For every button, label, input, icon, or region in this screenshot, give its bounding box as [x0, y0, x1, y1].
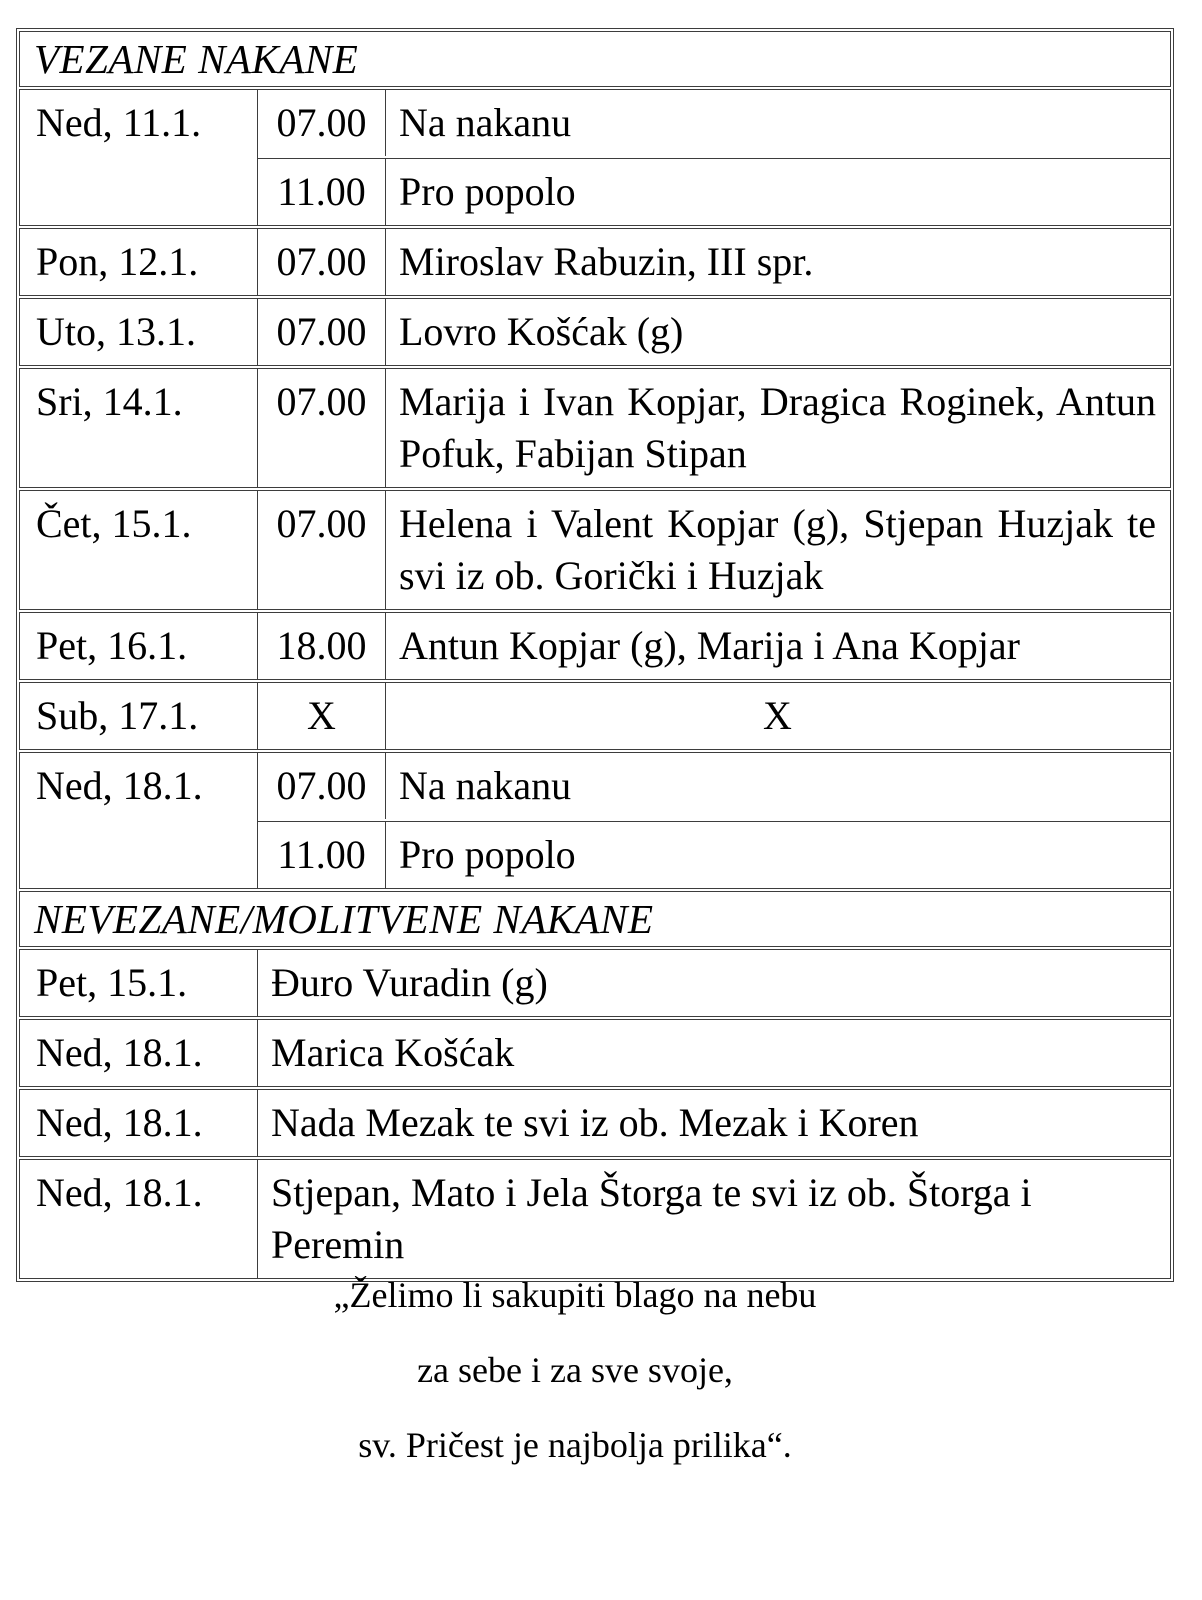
entries-group [258, 299, 1170, 365]
entry-row [258, 753, 1170, 819]
intention-cell: Helena i Valent Kopjar (g), Stjepan Huzjak te svi iz ob. Gorički i Huzjak [399, 501, 1156, 598]
entries-group [258, 613, 1170, 679]
quote-line-2: za sebe i za sve svoje, [417, 1350, 733, 1390]
entries-group [258, 90, 1170, 225]
table-row [19, 89, 1171, 226]
date-cell: Sri, 14.1. [20, 369, 258, 487]
table-row [19, 298, 1171, 366]
date-cell: Ned, 18.1. [20, 1160, 258, 1278]
entry-row [258, 613, 1170, 679]
time-cell: X [258, 683, 386, 749]
entry-row [258, 491, 1170, 609]
time-cell: 11.00 [258, 159, 386, 225]
intention-cell: Antun Kopjar (g), Marija i Ana Kopjar [399, 623, 1020, 668]
entry-row [258, 683, 1170, 749]
entry-row [258, 158, 1170, 225]
intention-cell: Stjepan, Mato i Jela Štorga te svi iz ob. Štorga i Peremin [271, 1170, 1032, 1267]
intention-cell: Miroslav Rabuzin, III spr. [399, 239, 814, 284]
table-row [19, 612, 1171, 680]
table-row [19, 682, 1171, 750]
date-cell: Ned, 18.1. [20, 1090, 258, 1156]
date-cell: Ned, 11.1. [20, 90, 258, 225]
date-cell: Čet, 15.1. [20, 491, 258, 609]
intention-cell: Marica Košćak [271, 1030, 515, 1075]
time-cell: 07.00 [258, 229, 386, 295]
time-cell: 07.00 [258, 369, 386, 487]
time-cell: 18.00 [258, 613, 386, 679]
intention-cell: Marija i Ivan Kopjar, Dragica Roginek, Antun Pofuk, Fabijan Stipan [399, 379, 1156, 476]
entries-group [258, 369, 1170, 487]
time-cell: 07.00 [258, 491, 386, 609]
intention-cell: Pro popolo [399, 169, 576, 214]
intention-cell: Na nakanu [399, 100, 572, 145]
time-cell: 11.00 [258, 822, 386, 888]
vezane-section-title: VEZANE NAKANE [34, 36, 359, 82]
entry-row [258, 299, 1170, 365]
entries-group [258, 229, 1170, 295]
nevezane-section-title: NEVEZANE/MOLITVENE NAKANE [34, 896, 654, 942]
intention-cell: Na nakanu [399, 763, 572, 808]
table-row [19, 949, 1171, 1017]
vezane-section-header-row [19, 31, 1171, 87]
entries-group [258, 683, 1170, 749]
date-cell: Pon, 12.1. [20, 229, 258, 295]
table-row [19, 1159, 1171, 1279]
date-cell: Pet, 15.1. [20, 950, 258, 1016]
entry-row [258, 229, 1170, 295]
entry-row [258, 90, 1170, 156]
date-cell: Pet, 16.1. [20, 613, 258, 679]
entry-row [258, 821, 1170, 888]
table-row [19, 490, 1171, 610]
mass-intentions-table [16, 28, 1174, 1282]
intention-cell: Pro popolo [399, 832, 576, 877]
time-cell: 07.00 [258, 753, 386, 819]
table-row [19, 1089, 1171, 1157]
intention-cell: Lovro Košćak (g) [399, 309, 684, 354]
time-cell: 07.00 [258, 90, 386, 156]
table-row [19, 752, 1171, 889]
quote-line-1: „Želimo li sakupiti blago na nebu [333, 1275, 817, 1315]
table-row [19, 228, 1171, 296]
nevezane-section-header-row [19, 891, 1171, 947]
intention-cell: Nada Mezak te svi iz ob. Mezak i Koren [271, 1100, 919, 1145]
date-cell: Ned, 18.1. [20, 1020, 258, 1086]
date-cell: Uto, 13.1. [20, 299, 258, 365]
table-row [19, 368, 1171, 488]
entries-group [258, 753, 1170, 888]
intention-cell: Đuro Vuradin (g) [271, 960, 548, 1005]
closing-quote [0, 1272, 1150, 1497]
time-cell: 07.00 [258, 299, 386, 365]
date-cell: Ned, 18.1. [20, 753, 258, 888]
table-row [19, 1019, 1171, 1087]
date-cell: Sub, 17.1. [20, 683, 258, 749]
quote-line-3: sv. Pričest je najbolja prilika“. [358, 1425, 792, 1465]
entries-group [258, 491, 1170, 609]
entry-row [258, 369, 1170, 487]
intention-cell: X [763, 693, 792, 738]
